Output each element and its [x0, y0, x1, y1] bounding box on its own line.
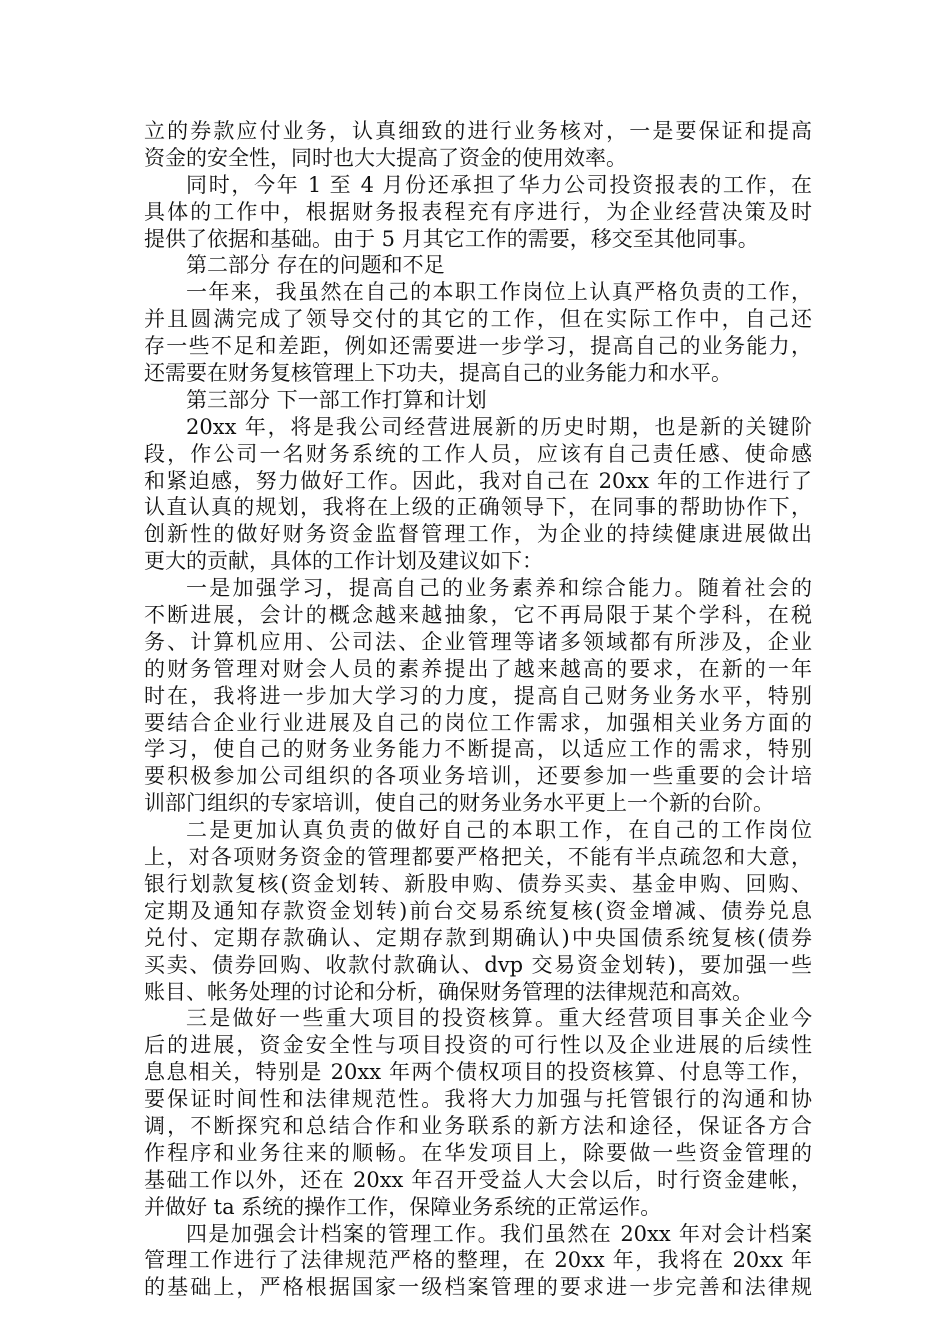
text-line: 上，对各项财务资金的管理都要严格把关，不能有半点疏忽和大意， — [144, 845, 812, 870]
text-line: 定期及通知存款资金划转)前台交易系统复核(资金增减、债券兑息 — [144, 898, 812, 923]
text-line: 段，作公司一名财务系统的工作人员，应该有自己责任感、使命感 — [144, 441, 812, 466]
text-line: 后的进展，资金安全性与项目投资的可行性以及企业进展的后续性 — [144, 1033, 812, 1058]
text-line: 银行划款复核(资金划转、新股申购、债券买卖、基金申购、回购、 — [144, 871, 812, 896]
text-line: 调，不断探究和总结合作和业务联系的新方法和途径，保证各方合 — [144, 1113, 812, 1138]
text-line: 作程序和业务往来的顺畅。在华发项目上，除要做一些资金管理的 — [144, 1140, 812, 1165]
text-line: 和紧迫感，努力做好工作。因此，我对自己在 20xx 年的工作进行了 — [144, 468, 812, 493]
text-line: 务、计算机应用、公司法、企业管理等诸多领域都有所涉及，企业 — [144, 629, 812, 654]
text-line: 认直认真的规划，我将在上级的正确领导下，在同事的帮助协作下， — [144, 495, 812, 520]
text-line: 存一些不足和差距，例如还需要进一步学习，提高自己的业务能力， — [144, 334, 812, 359]
text-line: 时在，我将进一步加大学习的力度，提高自己财务业务水平，特别 — [144, 683, 812, 708]
text-line: 资金的安全性，同时也大大提高了资金的使用效率。 — [144, 145, 627, 170]
text-line: 息息相关，特别是 20xx 年两个债权项目的投资核算、付息等工作， — [144, 1060, 812, 1085]
text-line: 提供了依据和基础。由于 5 月其它工作的需要，移交至其他同事。 — [144, 226, 759, 251]
text-line: 创新性的做好财务资金监督管理工作，为企业的持续健康进展做出 — [144, 522, 812, 547]
text-line: 第三部分 下一部工作打算和计划 — [186, 387, 487, 412]
text-line: 一年来，我虽然在自己的本职工作岗位上认真严格负责的工作， — [186, 280, 812, 305]
text-line: 并做好 ta 系统的操作工作，保障业务系统的正常运作。 — [144, 1194, 662, 1219]
text-line: 不断进展，会计的概念越来越抽象，它不再局限于某个学科，在税 — [144, 603, 812, 628]
text-line: 20xx 年，将是我公司经营进展新的历史时期，也是新的关键阶 — [186, 414, 812, 439]
text-line: 训部门组织的专家培训，使自己的财务业务水平更上一个新的台阶。 — [144, 791, 774, 816]
text-line: 要结合企业行业进展及自己的岗位工作需求，加强相关业务方面的 — [144, 710, 812, 735]
text-line: 还需要在财务复核管理上下功夫，提高自己的业务能力和水平。 — [144, 361, 732, 386]
document-body — [144, 118, 812, 1301]
text-line: 二是更加认真负责的做好自己的本职工作，在自己的工作岗位 — [186, 818, 812, 843]
text-line: 一是加强学习，提高自己的业务素养和综合能力。随着社会的 — [186, 576, 812, 601]
text-line: 基础工作以外，还在 20xx 年召开受益人大会以后，时行资金建帐， — [144, 1167, 812, 1192]
text-line: 具体的工作中，根据财务报表程充有序进行，为企业经营决策及时 — [144, 199, 812, 224]
text-line: 要积极参加公司组织的各项业务培训，还要参加一些重要的会计培 — [144, 764, 812, 789]
text-line: 学习，使自己的财务业务能力不断提高，以适应工作的需求，特别 — [144, 737, 812, 762]
text-line: 立的券款应付业务，认真细致的进行业务核对，一是要保证和提高 — [144, 119, 812, 143]
text-line: 同时，今年 1 至 4 月份还承担了华力公司投资报表的工作，在 — [186, 172, 812, 197]
text-line: 四是加强会计档案的管理工作。我们虽然在 20xx 年对会计档案 — [186, 1221, 812, 1246]
text-line: 更大的贡献，具体的工作计划及建议如下： — [144, 549, 543, 574]
text-line: 的基础上，严格根据国家一级档案管理的要求进一步完善和法律规 — [144, 1275, 812, 1300]
text-line: 兑付、定期存款确认、定期存款到期确认)中央国债系统复核(债券 — [144, 925, 812, 950]
text-line: 账目、帐务处理的讨论和分析，确保财务管理的法律规范和高效。 — [144, 979, 753, 1004]
text-line: 买卖、债券回购、收款付款确认、dvp 交易资金划转)，要加强一些 — [144, 952, 812, 977]
text-line: 三是做好一些重大项目的投资核算。重大经营项目事关企业今 — [186, 1006, 812, 1031]
text-line: 的财务管理对财会人员的素养提出了越来越高的要求，在新的一年 — [144, 656, 812, 681]
text-line: 第二部分 存在的问题和不足 — [186, 253, 445, 278]
text-line: 要保证时间性和法律规范性。我将大力加强与托管银行的沟通和协 — [144, 1087, 812, 1112]
text-line: 管理工作进行了法律规范严格的整理，在 20xx 年，我将在 20xx 年 — [144, 1248, 812, 1273]
text-line: 并且圆满完成了领导交付的其它的工作，但在实际工作中，自己还 — [144, 307, 812, 332]
